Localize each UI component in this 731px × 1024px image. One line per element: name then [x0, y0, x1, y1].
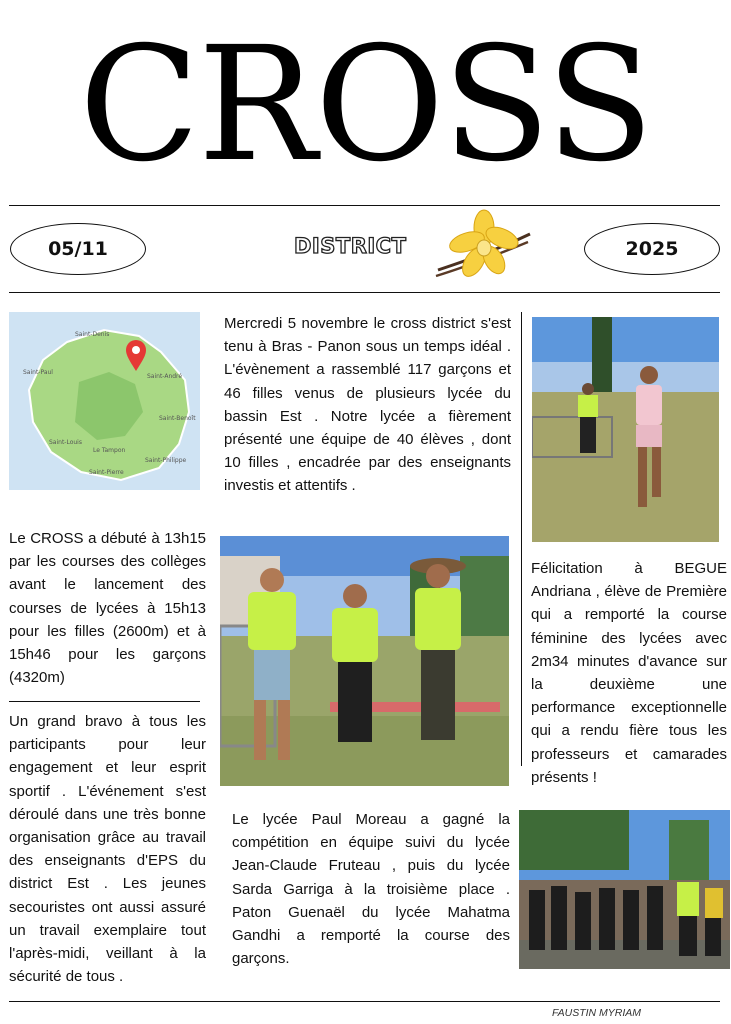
svg-text:Saint-Paul: Saint-Paul	[23, 369, 53, 376]
results-paragraph: Le lycée Paul Moreau a gagné la compétition en équipe suivi du lycée Jean-Claude Fruteau , puis du lycée Sarda Garriga à la troisième place . Paton Guenaël du lycée Mahatma Gandhi a remporté la course des garçons.	[232, 811, 510, 968]
race-start-photo	[519, 810, 730, 969]
vanilla-flower-icon	[432, 206, 532, 290]
svg-text:Saint-Denis: Saint-Denis	[75, 331, 110, 338]
svg-text:Saint-Benoît: Saint-Benoît	[159, 415, 196, 422]
reunion-map	[9, 312, 200, 490]
left-divider	[9, 701, 200, 702]
year-badge	[584, 223, 720, 275]
runners-photo	[220, 536, 509, 786]
date-badge	[10, 223, 146, 275]
winner-photo	[532, 317, 719, 542]
date-text: 05/11	[48, 238, 108, 260]
svg-text:Saint-Philippe: Saint-Philippe	[145, 457, 187, 464]
header-top-rule	[9, 205, 720, 206]
page-title: CROSS	[78, 13, 653, 197]
header-bottom-rule	[9, 292, 720, 293]
footer-rule	[9, 1001, 720, 1002]
svg-text:Saint-Pierre: Saint-Pierre	[89, 469, 124, 476]
map-pin-icon	[125, 340, 147, 372]
schedule-paragraph: Le CROSS a débuté à 13h15 par les courses des collèges avant le lancement des courses de lycées à 15h13 pour les filles (2600m) et à 15h46 pour les garçons (4320m)	[9, 530, 206, 687]
svg-text:Saint-Louis: Saint-Louis	[49, 439, 82, 446]
year-text: 2025	[625, 238, 679, 260]
bravo-paragraph: Un grand bravo à tous les participants pour leur engagement et leur esprit sportif . L'événement s'est déroulé dans une très bonne organisation grâce au travail des enseignants d'EPS du district Est . Les jeunes secouristes ont aussi assuré un travail exemplaire tout l'après-midi, veillant à la sécurité de tous .	[9, 713, 206, 986]
author-credit: FAUSTIN MYRIAM	[552, 1007, 642, 1019]
svg-text:Le Tampon: Le Tampon	[93, 447, 126, 454]
district-label: DISTRICT	[294, 234, 407, 258]
congrats-paragraph: Félicitation à BEGUE Andriana , élève de Première qui a remporté la course féminine des lycées avec 2m34 minutes d'avance sur la deuxième une performance exceptionnelle qui a rendu fière tous les professeurs et camarades présents !	[531, 560, 727, 786]
intro-paragraph: Mercredi 5 novembre le cross district s'est tenu à Bras - Panon sous un temps idéal . L'évènement a rassemblé 117 garçons et 46 filles venus de plusieurs lycée du bassin Est . Notre lycée a fièrement présenté une équipe de 40 élèves , dont 10 filles , encadrée par des enseignants investis et attentifs .	[224, 315, 511, 495]
column-divider	[521, 312, 522, 766]
svg-text:Saint-André: Saint-André	[147, 373, 183, 380]
